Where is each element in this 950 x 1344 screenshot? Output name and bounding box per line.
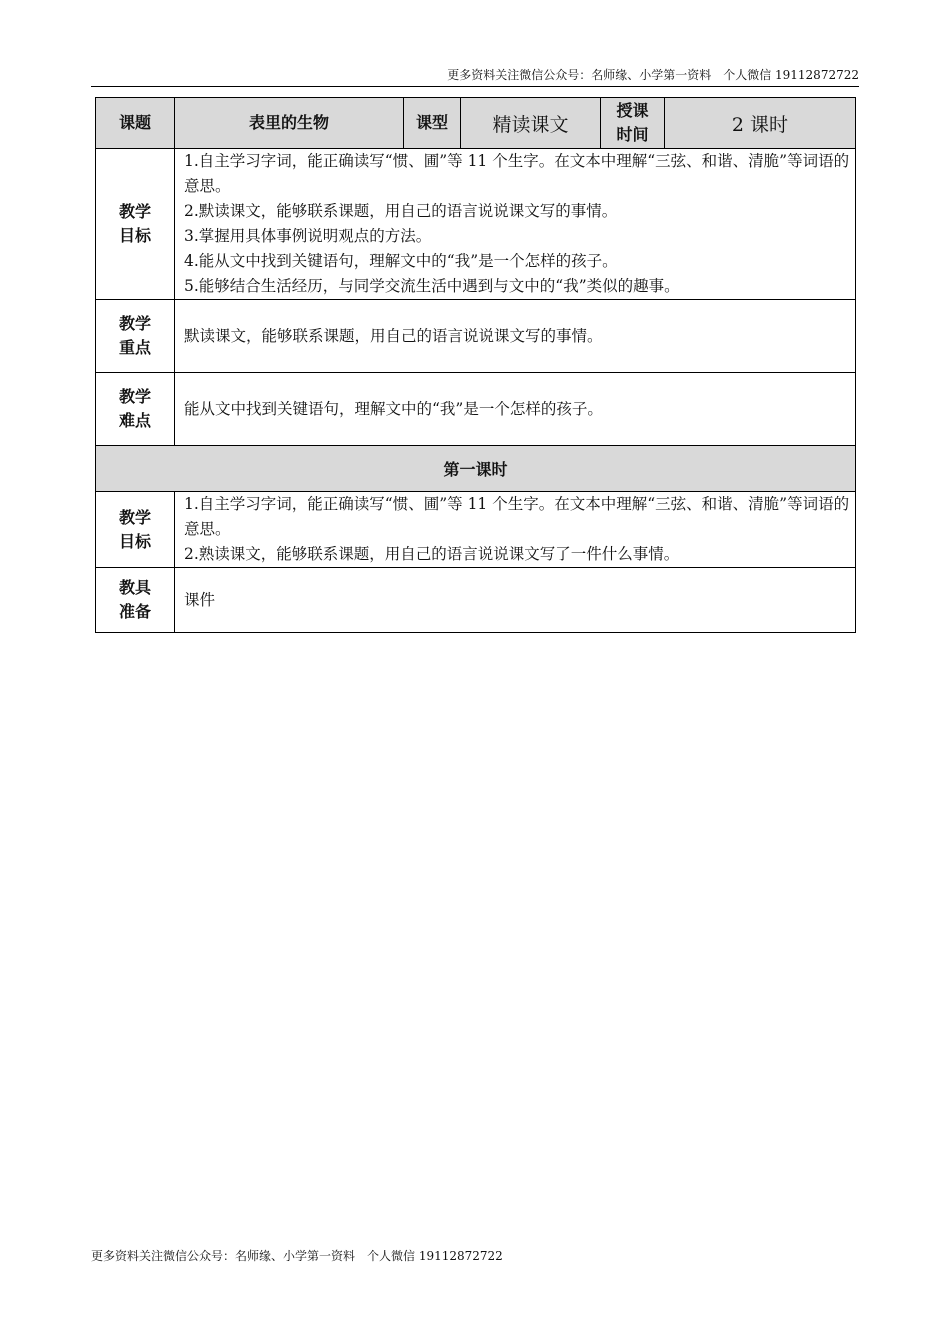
difficulties-text: 能从文中找到关键语句，理解文中的“我”是一个怎样的孩子。 (184, 399, 603, 418)
first-goals-label-line-1: 教学 (118, 507, 151, 527)
time-label-line-1: 授课 (616, 101, 649, 120)
key-points-content (175, 300, 856, 373)
goal-item: 3.掌握用具体事例说明观点的方法。 (184, 227, 432, 245)
section-title: 第一课时 (96, 446, 856, 492)
first-lesson-goals-row (96, 492, 856, 568)
difficulties-row (96, 373, 856, 446)
topic-value-cell (175, 98, 404, 149)
lesson-plan-table (95, 97, 856, 633)
header-row (96, 98, 856, 149)
time-value: 2 课时 (731, 113, 789, 136)
key-points-label-line-1: 教学 (118, 314, 151, 333)
key-points-label-line-2: 重点 (118, 338, 151, 357)
type-label-cell (404, 98, 461, 149)
goals-label-line-1: 教学 (118, 202, 151, 221)
difficulties-label-line-2: 难点 (118, 411, 151, 430)
topic-label-cell (96, 98, 175, 149)
first-goals-label-cell (96, 492, 175, 568)
goal-item: 1.自主学习字词，能正确读写“惯、圃”等 11 个生字。在文本中理解“三弦、和谐、清脆”等词语的意思。 (184, 152, 850, 195)
materials-row (96, 568, 856, 633)
first-goals-content (175, 492, 856, 568)
type-value-cell (461, 98, 601, 149)
difficulties-content (175, 373, 856, 446)
topic-value: 表里的生物 (248, 113, 329, 132)
materials-text: 课件 (184, 590, 216, 609)
time-label-cell (601, 98, 665, 149)
materials-content (175, 568, 856, 633)
difficulties-label-line-1: 教学 (118, 387, 151, 406)
key-points-row (96, 300, 856, 373)
topic-label: 课题 (118, 113, 151, 132)
section-row (96, 446, 856, 492)
page-header (91, 66, 859, 87)
key-points-label-cell (96, 300, 175, 373)
goal-item: 2.熟读课文，能够联系课题，用自己的语言说说课文写了一件什么事情。 (184, 545, 680, 563)
footer-text: 更多资料关注微信公众号：名师缘、小学第一资料 个人微信 19112872722 (91, 1249, 503, 1263)
page-footer (91, 1247, 503, 1265)
materials-label-cell (96, 568, 175, 633)
type-value: 精读课文 (492, 113, 569, 136)
difficulties-label-cell (96, 373, 175, 446)
goal-item: 2.默读课文，能够联系课题，用自己的语言说说课文写的事情。 (184, 202, 618, 220)
time-value-cell (665, 98, 856, 149)
goals-label-line-2: 目标 (118, 226, 151, 245)
goals-content (175, 149, 856, 300)
first-goals-label-line-2: 目标 (118, 531, 151, 551)
header-text: 更多资料关注微信公众号：名师缘、小学第一资料 个人微信 19112872722 (447, 68, 859, 82)
type-label: 课型 (415, 113, 448, 132)
goals-row (96, 149, 856, 300)
goal-item: 5.能够结合生活经历，与同学交流生活中遇到与文中的“我”类似的趣事。 (184, 277, 680, 295)
materials-label-line-1: 教具 (118, 578, 151, 597)
goals-label-cell (96, 149, 175, 300)
goal-item: 4.能从文中找到关键语句，理解文中的“我”是一个怎样的孩子。 (184, 252, 618, 270)
key-points-text: 默读课文，能够联系课题，用自己的语言说说课文写的事情。 (184, 326, 603, 345)
materials-label-line-2: 准备 (118, 602, 151, 621)
time-label-line-2: 时间 (616, 125, 649, 144)
goal-item: 1.自主学习字词，能正确读写“惯、圃”等 11 个生字。在文本中理解“三弦、和谐、清脆”等词语的意思。 (184, 495, 850, 538)
